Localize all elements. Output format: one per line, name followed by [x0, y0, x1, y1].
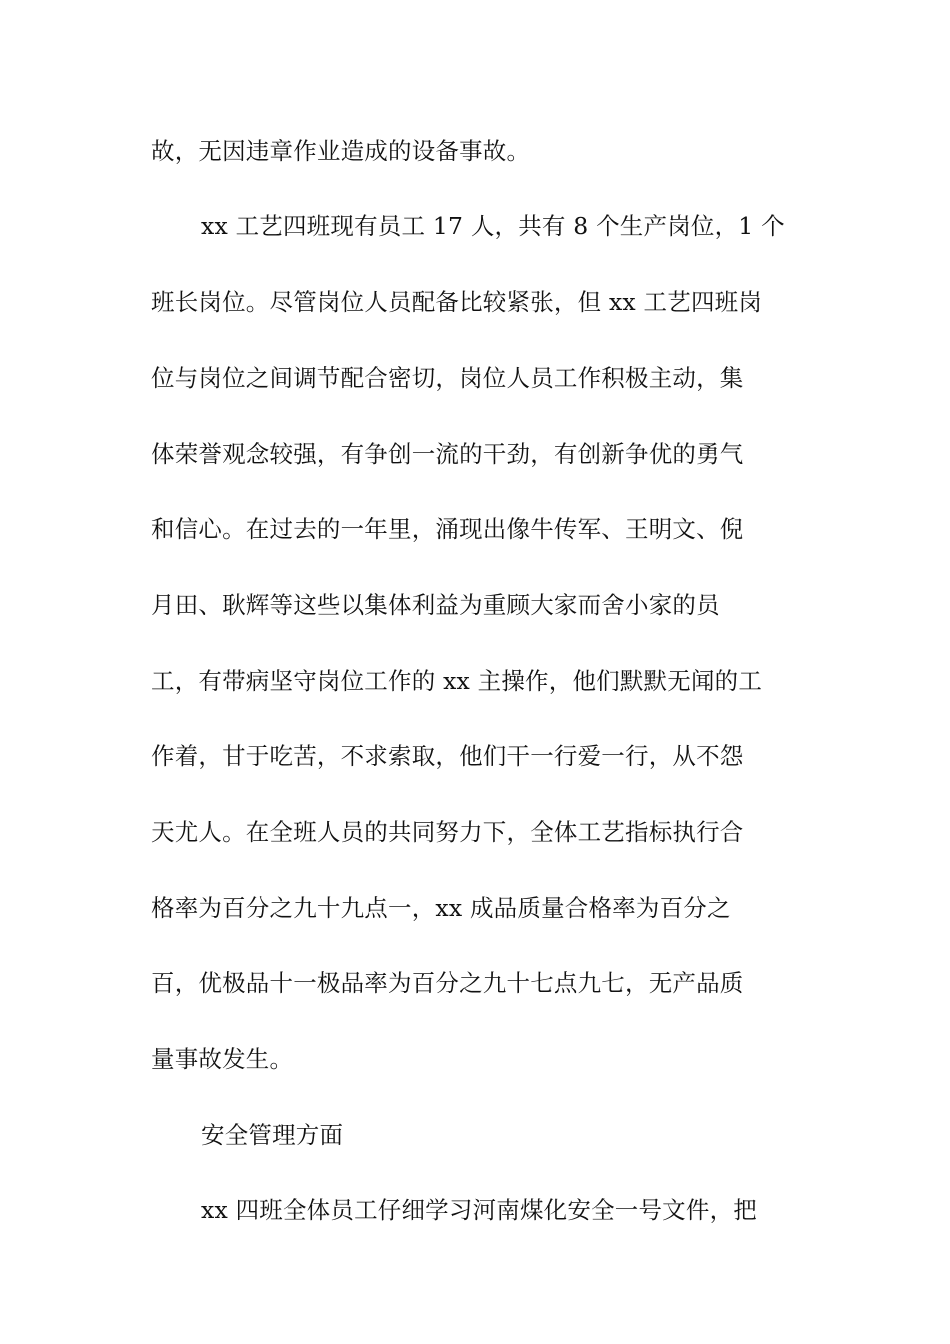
text-line: 作着，甘于吃苦，不求索取，他们干一行爱一行，从不怨 [151, 742, 744, 770]
text-line: 月田、耿辉等这些以集体利益为重顾大家而舍小家的员 [151, 591, 720, 619]
section-heading: 安全管理方面 [201, 1121, 344, 1149]
text-line: 和信心。在过去的一年里，涌现出像牛传军、王明文、倪 [151, 515, 744, 543]
paragraph-start-line: xx 四班全体员工仔细学习河南煤化安全一号文件，把 [201, 1196, 757, 1224]
text-line: 位与岗位之间调节配合密切，岗位人员工作积极主动，集 [151, 364, 744, 392]
paragraph-start-line: xx 工艺四班现有员工 17 人，共有 8 个生产岗位，1 个 [201, 212, 785, 240]
text-line: 格率为百分之九十九点一，xx 成品质量合格率为百分之 [151, 894, 731, 922]
text-line: 量事故发生。 [151, 1045, 294, 1073]
text-line: 工，有带病坚守岗位工作的 xx 主操作，他们默默无闻的工 [151, 667, 763, 695]
text-line: 体荣誉观念较强，有争创一流的干劲，有创新争优的勇气 [151, 440, 744, 468]
text-line: 天尤人。在全班人员的共同努力下，全体工艺指标执行合 [151, 818, 744, 846]
text-line: 百，优极品十一极品率为百分之九十七点九七，无产品质 [151, 969, 744, 997]
text-line: 故，无因违章作业造成的设备事故。 [151, 137, 531, 165]
text-line: 班长岗位。尽管岗位人员配备比较紧张，但 xx 工艺四班岗 [151, 288, 763, 316]
